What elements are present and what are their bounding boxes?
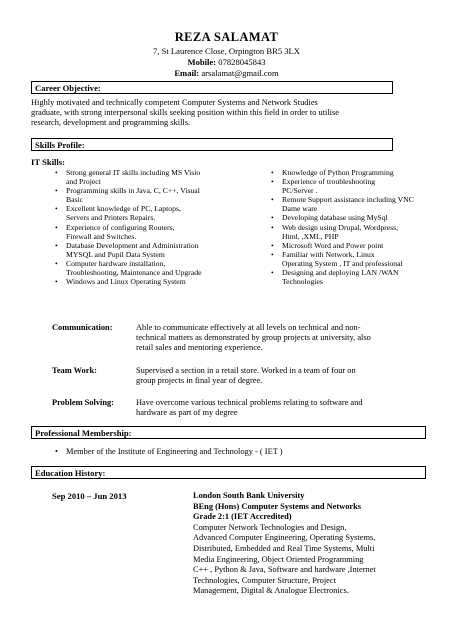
skill-item: • Experience of configuring Routers, Firewall and Switches. <box>52 223 232 241</box>
mobile-line <box>0 57 453 68</box>
professional-membership-heading: Professional Membership: <box>31 426 426 439</box>
module-line: Media Engineering, Object Oriented Programming <box>193 554 364 564</box>
module-line: Technologies, Computer Structure, Project <box>193 575 336 585</box>
skill-item: • Programming skills in Java, C, C++, Visual Basic <box>52 186 232 204</box>
education-history-heading: Education History: <box>31 466 426 479</box>
education-details <box>193 491 433 597</box>
problem-solving-text: Have overcome various technical problems relating to software and hardware as part of my degree <box>136 398 363 418</box>
education-dates: Sep 2010 – Jun 2013 <box>52 491 127 501</box>
skill-item: • Strong general IT skills including MS Visio and Project <box>52 168 232 186</box>
skill-item: • Designing and deploying LAN /WAN Technologies <box>268 268 440 286</box>
grade: Grade 2:1 (IET Accredited) <box>193 512 292 522</box>
communication-label: Communication: <box>52 323 113 332</box>
address: 7, St Laurence Close, Orpington BR5 3LX <box>152 46 301 56</box>
career-line: research, development and programming skills. <box>31 118 191 128</box>
it-skills-left-list <box>52 168 232 286</box>
module-line: Management, Digital & Analogue Electronics. <box>193 586 349 596</box>
email-line <box>0 68 453 79</box>
module-line: Computer Network Technologies and Design, <box>193 522 347 532</box>
mobile-label: Mobile: <box>187 57 217 67</box>
skill-item: • Developing database using MySql <box>268 213 440 222</box>
it-skills-right-list <box>268 168 440 286</box>
skill-item: • Familiar with Network, Linux Operating System , IT and professional <box>268 250 440 268</box>
skill-item: • Knowledge of Python Programming <box>268 168 440 177</box>
communication-text: Able to communicate effectively at all levels on technical and non- technical matters as demonstrated by group projects at university, also retail sales and mentoring experience. <box>136 323 371 353</box>
institution: London South Bank University <box>193 491 305 500</box>
skill-item: • Remote Support assistance including VNC Dame ware <box>268 195 440 213</box>
career-objective-text <box>31 98 426 129</box>
candidate-name: REZA SALAMAT <box>174 30 279 44</box>
skill-item: • Experience of troubleshooting PC/Server . <box>268 177 440 195</box>
career-objective-heading: Career Objective: <box>31 81 393 94</box>
mobile-number: 07828045843 <box>218 57 266 67</box>
degree: BEng (Hons) Computer Systems and Networks <box>193 501 362 511</box>
career-line: Highly motivated and technically competent Computer Systems and Network Studies <box>31 98 318 107</box>
module-line: C++ , Python & Java, Software and hardware ,Internet <box>193 565 376 575</box>
skill-item: • Windows and Linux Operating System <box>52 277 232 286</box>
career-line: graduate, with strong interpersonal skills seeking position within this field in order to utilise <box>31 108 339 118</box>
email-address[interactable]: arsalamat@gmail.com <box>201 68 279 78</box>
skill-item: • Microsoft Word and Power point <box>268 241 440 250</box>
skill-item: • Excellent knowledge of PC, Laptops, Servers and Printers Repairs. <box>52 204 232 222</box>
skill-item: • Web design using Drupal, Wordpress, Html, ,XML, PHP <box>268 223 440 241</box>
module-line: Distributed, Embedded and Real Time Systems, Multi <box>193 543 375 553</box>
problem-solving-label: Problem Solving: <box>52 398 114 407</box>
skills-profile-heading: Skills Profile: <box>31 138 393 151</box>
it-skills-label: IT Skills: <box>31 157 65 167</box>
membership-item: • Member of the Institute of Engineering and Technology - ( IET ) <box>52 447 412 456</box>
teamwork-text: Supervised a section in a retail store. Worked in a team of four on group projects in final year of degree. <box>136 366 356 386</box>
skill-item: • Computer hardware installation, Troubleshooting, Maintenance and Upgrade <box>52 259 232 277</box>
membership-list <box>52 447 412 456</box>
email-label: Email: <box>174 68 200 78</box>
teamwork-label: Team Work: <box>52 366 97 375</box>
module-line: Advanced Computer Engineering, Operating Systems, <box>193 533 376 543</box>
skill-item: • Database Development and Administration MYSQL and Pupil Data System <box>52 241 232 259</box>
